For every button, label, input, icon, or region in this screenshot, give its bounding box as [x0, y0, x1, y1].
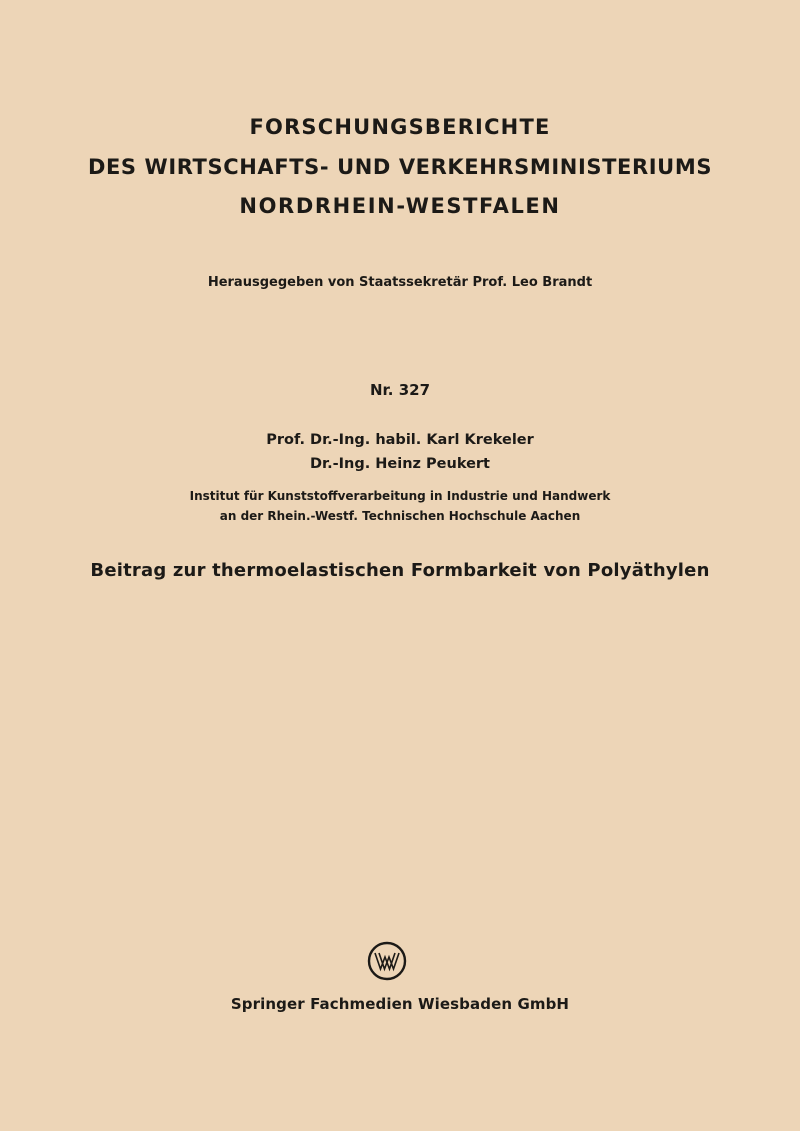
publisher-name: Springer Fachmedien Wiesbaden GmbH — [230, 995, 570, 1013]
institute-line-2: an der Rhein.-Westf. Technischen Hochschule Aachen — [219, 509, 581, 523]
series-title-line-3: NORDRHEIN-WESTFALEN — [239, 194, 561, 218]
series-title-line-2: DES WIRTSCHAFTS- UND VERKEHRSMINISTERIUMS — [87, 155, 713, 179]
publisher-logo-icon — [367, 941, 407, 981]
volume-number: Nr. 327 — [369, 381, 431, 399]
author-2: Dr.-Ing. Heinz Peukert — [309, 456, 490, 472]
series-title-line-1: FORSCHUNGSBERICHTE — [249, 115, 551, 139]
editor-credit: Herausgegeben von Staatssekretär Prof. Leo Brandt — [207, 275, 593, 290]
author-1: Prof. Dr.-Ing. habil. Karl Krekeler — [266, 432, 534, 448]
book-title: Beitrag zur thermoelastischen Formbarkeit von Polyäthylen — [90, 560, 710, 581]
institute-line-1: Institut für Kunststoffverarbeitung in Industrie und Handwerk — [189, 489, 611, 503]
